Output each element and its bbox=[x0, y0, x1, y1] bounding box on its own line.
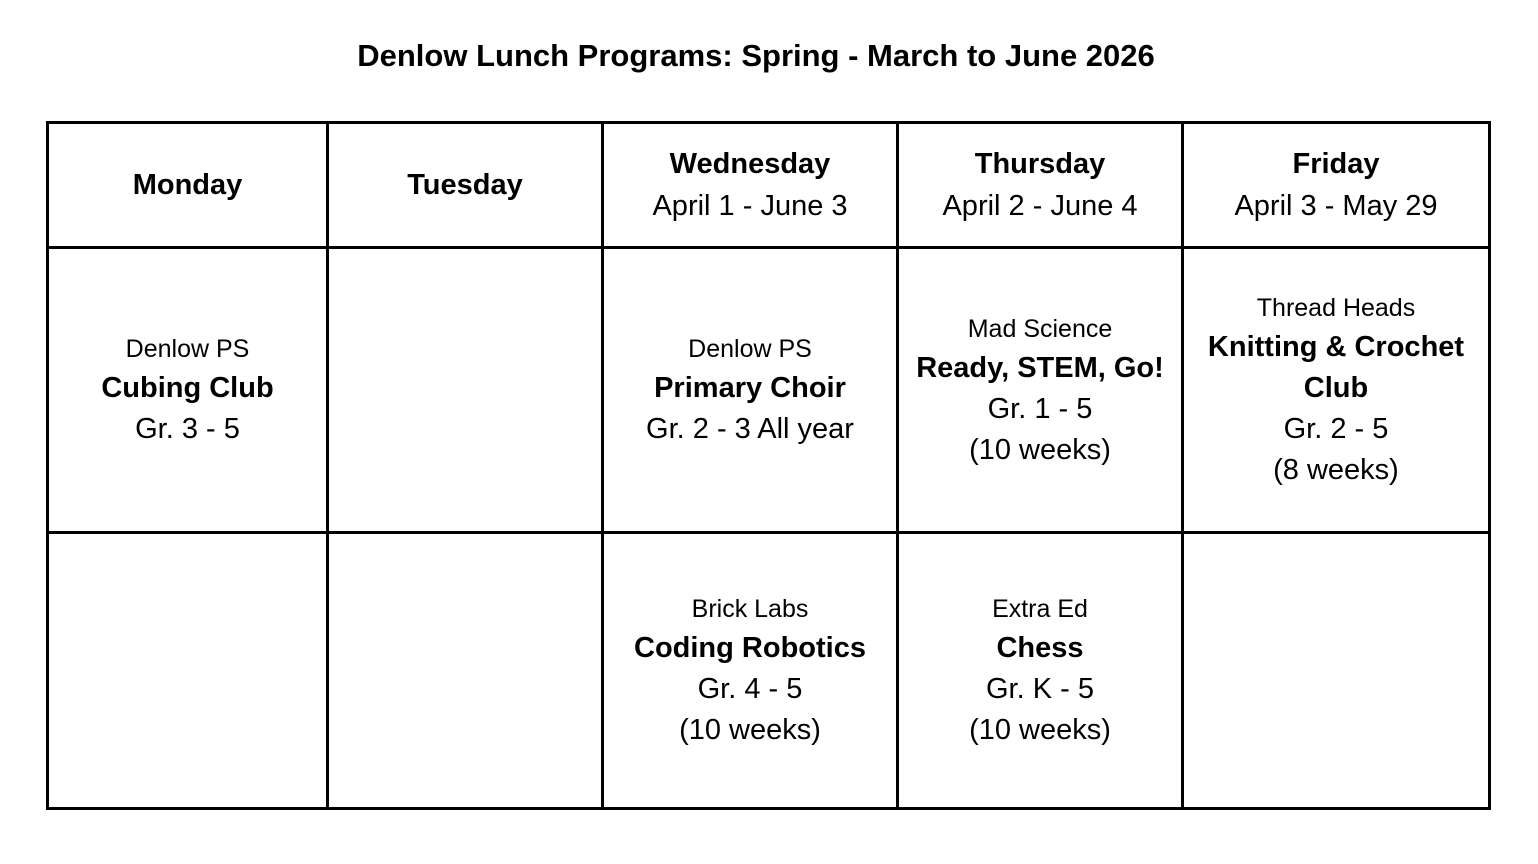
program-provider: Brick Labs bbox=[691, 595, 809, 623]
empty-cell-friday bbox=[1183, 533, 1490, 809]
empty-cell-tuesday bbox=[328, 533, 603, 809]
header-cell-wednesday bbox=[603, 123, 898, 248]
program-grades: Gr. K - 5 bbox=[986, 673, 1094, 705]
program-grades: Gr. 2 - 3 All year bbox=[646, 413, 854, 445]
program-grades: Gr. 2 - 5 bbox=[1283, 413, 1389, 445]
program-name: Primary Choir bbox=[654, 372, 846, 404]
program-grades: Gr. 3 - 5 bbox=[135, 413, 240, 445]
day-dates: April 3 - May 29 bbox=[1234, 190, 1438, 222]
header-cell-monday bbox=[48, 123, 328, 248]
day-name: Thursday bbox=[974, 148, 1106, 180]
table-row bbox=[48, 533, 1490, 809]
program-duration: (10 weeks) bbox=[969, 433, 1111, 466]
program-name: Chess bbox=[996, 632, 1084, 664]
day-dates: April 1 - June 3 bbox=[652, 190, 848, 222]
program-provider: Denlow PS bbox=[688, 335, 812, 363]
day-name: Wednesday bbox=[669, 148, 831, 180]
program-provider: Mad Science bbox=[967, 314, 1113, 343]
program-duration: (8 weeks) bbox=[1273, 454, 1399, 486]
program-duration: (10 weeks) bbox=[679, 714, 821, 746]
header-cell-tuesday bbox=[328, 123, 603, 248]
program-cell-wednesday bbox=[603, 533, 898, 809]
program-grades: Gr. 1 - 5 bbox=[987, 392, 1093, 425]
day-name: Monday bbox=[132, 169, 243, 201]
empty-cell-tuesday bbox=[328, 248, 603, 533]
program-name: Knitting & Crochet Club bbox=[1207, 331, 1465, 404]
program-cell-thursday bbox=[898, 248, 1183, 533]
program-grades: Gr. 4 - 5 bbox=[697, 673, 803, 705]
day-name: Friday bbox=[1292, 148, 1380, 180]
empty-cell-monday bbox=[48, 533, 328, 809]
program-name: Ready, STEM, Go! bbox=[916, 351, 1164, 384]
page-title: Denlow Lunch Programs: Spring - March to June 2026 bbox=[357, 38, 1155, 73]
program-cell-thursday bbox=[898, 533, 1183, 809]
header-cell-friday bbox=[1183, 123, 1490, 248]
program-provider: Extra Ed bbox=[992, 595, 1088, 623]
program-name: Coding Robotics bbox=[634, 632, 866, 664]
program-cell-monday bbox=[48, 248, 328, 533]
day-name: Tuesday bbox=[407, 169, 523, 201]
header-cell-thursday bbox=[898, 123, 1183, 248]
program-duration: (10 weeks) bbox=[969, 714, 1111, 746]
header-row bbox=[48, 123, 1490, 248]
program-provider: Denlow PS bbox=[125, 335, 250, 363]
schedule-table bbox=[46, 121, 1491, 810]
program-provider: Thread Heads bbox=[1256, 294, 1416, 322]
table-row bbox=[48, 248, 1490, 533]
program-cell-wednesday bbox=[603, 248, 898, 533]
program-name: Cubing Club bbox=[101, 372, 274, 404]
program-cell-friday bbox=[1183, 248, 1490, 533]
day-dates: April 2 - June 4 bbox=[942, 190, 1138, 222]
